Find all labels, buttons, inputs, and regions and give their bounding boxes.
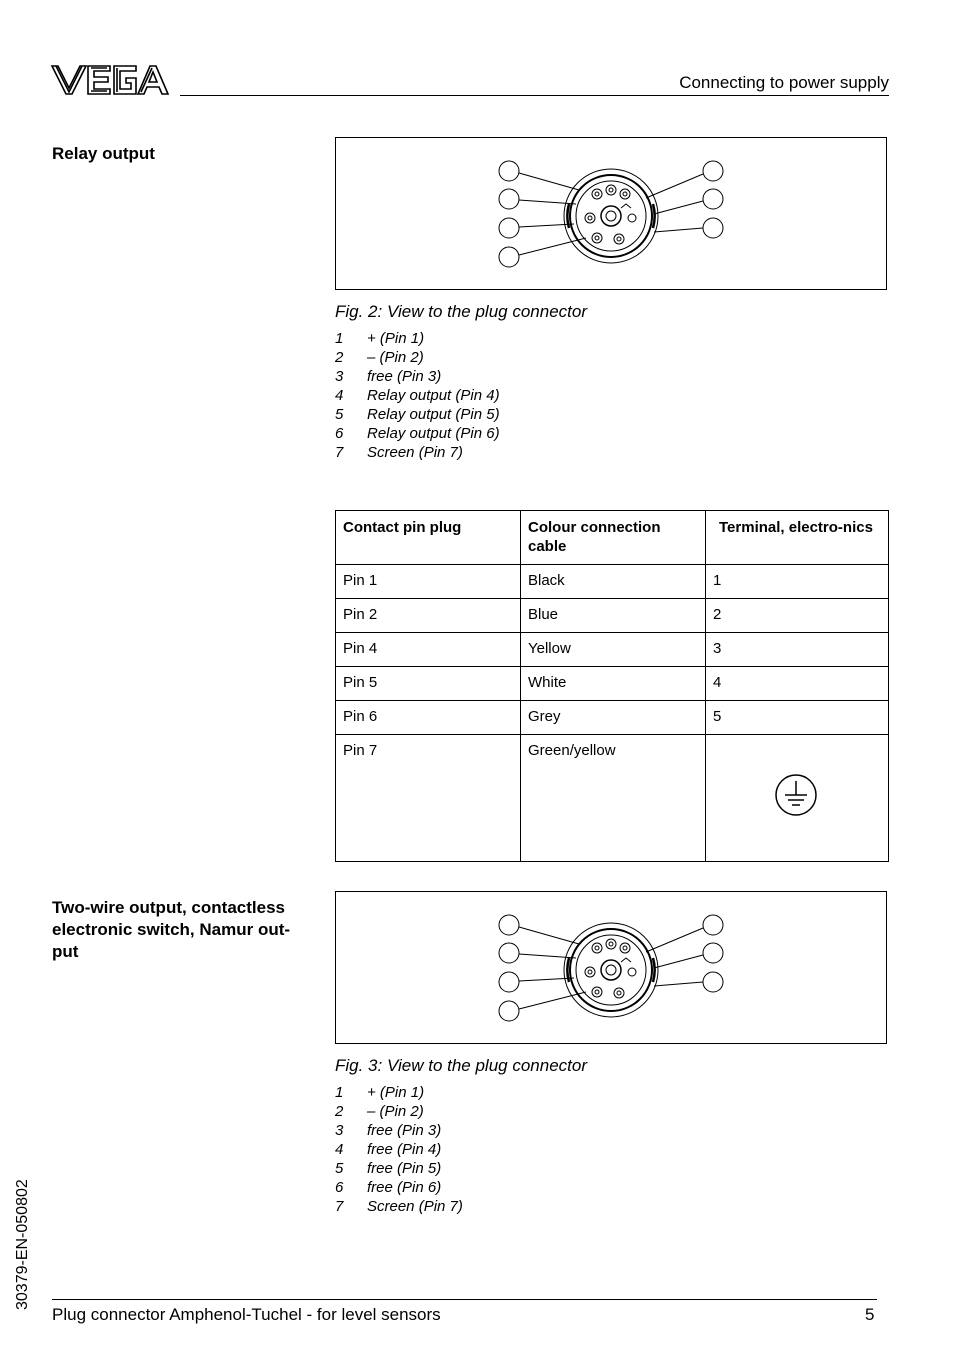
table-row [336,599,889,633]
footer-rule [52,1299,877,1300]
header-rule [180,95,889,96]
table-row [336,701,889,735]
plug-connector-figure-2 [335,891,887,1044]
table-cell: 3 [706,633,889,667]
table-cell: 1 [706,565,889,599]
document-code: 30379-EN-050802 [14,1179,31,1310]
pin-assignment-table [335,510,889,862]
table-cell: Pin 2 [336,599,521,633]
section-heading-two-wire-output: Two-wire output, contactless electronic switch, Namur out-put [52,898,291,961]
table-cell: Pin 6 [336,701,521,735]
legend-item: 3 free (Pin 3) [335,368,442,385]
table-cell: 5 [706,701,889,735]
plug-connector-figure-1 [335,137,887,290]
table-cell: Pin 1 [336,565,521,599]
table-header-cell: Colour connection cable [521,511,706,565]
table-cell: Grey [521,701,706,735]
legend-item: 1 + (Pin 1) [335,330,425,347]
table-cell: Pin 5 [336,667,521,701]
table-cell: Green/yellow [521,735,706,862]
legend-list-1 [335,329,500,462]
table-cell-ground [706,735,889,862]
page-number: 5 [865,1305,875,1324]
vega-logo [50,62,170,98]
table-cell: Black [521,565,706,599]
legend-item: 7 Screen (Pin 7) [335,444,463,461]
figure-caption-1: Fig. 2: View to the plug connector [335,302,588,321]
protective-earth-icon [774,773,818,817]
legend-item: 4 free (Pin 4) [335,1141,442,1158]
table-row [336,565,889,599]
legend-item: 1 + (Pin 1) [335,1084,425,1101]
table-cell: Yellow [521,633,706,667]
table-row [336,667,889,701]
legend-item: 5 Relay output (Pin 5) [335,406,500,423]
table-header-cell: Terminal, electro-nics [706,511,889,565]
table-cell: Blue [521,599,706,633]
legend-item: 2 – (Pin 2) [335,1103,424,1120]
table-row [336,633,889,667]
table-cell: 4 [706,667,889,701]
figure-caption-2: Fig. 3: View to the plug connector [335,1056,588,1075]
legend-item: 6 free (Pin 6) [335,1179,442,1196]
table-header-cell: Contact pin plug [336,511,521,565]
legend-item: 6 Relay output (Pin 6) [335,425,500,442]
table-cell: White [521,667,706,701]
legend-item: 2 – (Pin 2) [335,349,424,366]
footer-title: Plug connector Amphenol-Tuchel - for level sensors [52,1305,441,1324]
table-cell: Pin 7 [336,735,521,862]
header-section-title: Connecting to power supply [679,73,889,92]
legend-item: 5 free (Pin 5) [335,1160,442,1177]
table-header-row [336,511,889,565]
table-cell: 2 [706,599,889,633]
legend-item: 7 Screen (Pin 7) [335,1198,463,1215]
plug-connector-diagram [336,138,888,291]
legend-item: 3 free (Pin 3) [335,1122,442,1139]
section-heading-relay-output: Relay output [52,144,155,163]
table-row [336,735,889,862]
table-cell: Pin 4 [336,633,521,667]
legend-list-2 [335,1083,463,1216]
plug-connector-diagram [336,892,888,1045]
legend-item: 4 Relay output (Pin 4) [335,387,500,404]
